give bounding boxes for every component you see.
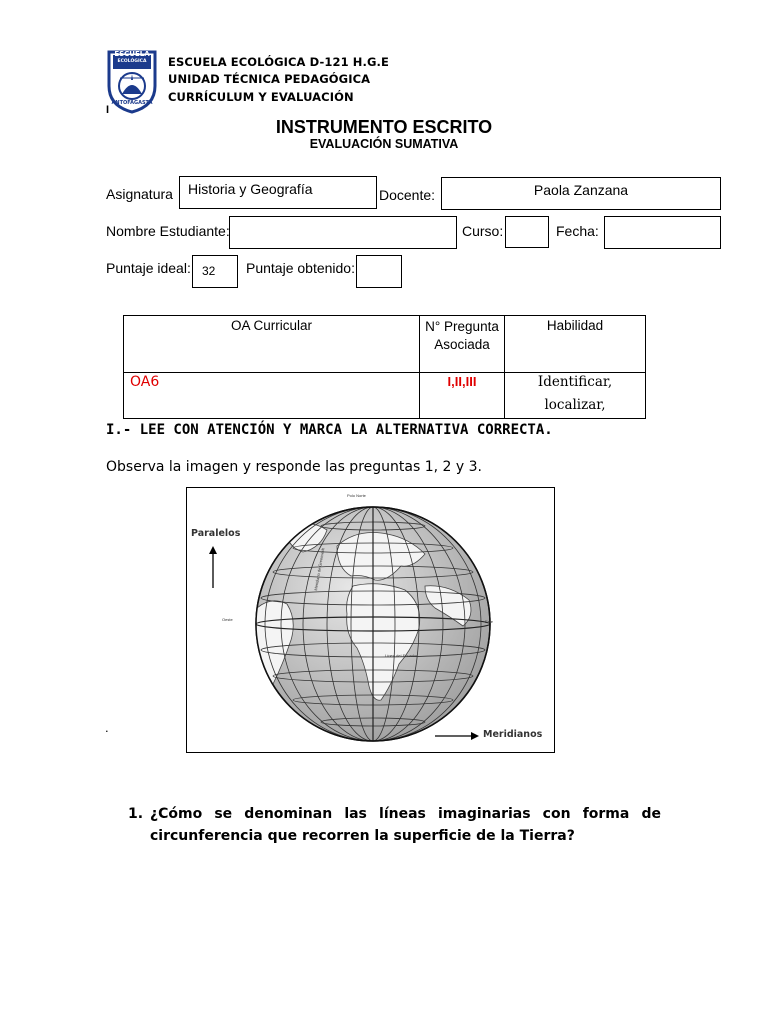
puntaje-obtenido-field[interactable]: [356, 255, 402, 288]
docente-value: Paola Zanzana: [533, 182, 629, 198]
curso-label: Curso:: [462, 223, 504, 239]
cell-habilidad-line1: Identificar,: [537, 374, 613, 390]
label-meridianos: Meridianos: [483, 729, 543, 740]
estudiante-label: Nombre Estudiante:: [106, 223, 230, 239]
label-paralelos: Paralelos: [191, 528, 241, 539]
docente-label: Docente:: [379, 187, 436, 203]
section-title: I.- LEE CON ATENCIÓN Y MARCA LA ALTERNATIVA CORRECTA.: [106, 422, 553, 438]
header-oa-curricular: OA Curricular: [230, 318, 313, 333]
header-pregunta-asociada: N° Pregunta Asociada: [425, 319, 499, 352]
asignatura-value: Historia y Geografía: [188, 181, 313, 197]
asignatura-field[interactable]: [179, 176, 377, 209]
table-divider: [124, 372, 645, 373]
question-text-line2: circunferencia que recorren la superficie de la Tierra?: [150, 828, 575, 844]
question-text-line1: ¿Cómo se denominan las líneas imaginarias con forma de: [150, 806, 661, 822]
globe-illustration: [187, 488, 554, 752]
cell-habilidad-line2: localizar,: [544, 397, 606, 413]
puntaje-ideal-value: 32: [202, 264, 216, 278]
stray-dot: .: [105, 720, 109, 735]
logo-text-mid: ECOLÓGICA: [117, 59, 147, 64]
puntaje-ideal-field[interactable]: [192, 255, 238, 288]
logo-text-bottom: ANTOFAGASTA: [111, 100, 153, 106]
page-subtitle: EVALUACIÓN SUMATIVA: [309, 137, 459, 151]
school-name: ESCUELA ECOLÓGICA D-121 H.G.E: [168, 55, 389, 69]
label-polo-norte: Polo Norte: [347, 493, 366, 498]
instruction-text: Observa la imagen y responde las preguntas 1, 2 y 3.: [106, 459, 482, 475]
stray-mark: I: [106, 104, 110, 116]
asignatura-label: Asignatura: [106, 186, 173, 202]
cell-oa-value: OA6: [130, 374, 160, 390]
puntaje-ideal-label: Puntaje ideal:: [106, 260, 191, 276]
label-oeste: Oeste: [222, 617, 233, 622]
estudiante-field[interactable]: [229, 216, 457, 249]
curriculum-name: CURRÍCULUM Y EVALUACIÓN: [168, 90, 354, 104]
logo-text-top: ESCUELA: [114, 50, 150, 58]
table-divider: [419, 316, 420, 418]
cell-preguntas-value: I,II,III: [447, 374, 477, 389]
unit-name: UNIDAD TÉCNICA PEDAGÓGICA: [168, 72, 371, 86]
puntaje-obtenido-label: Puntaje obtenido:: [246, 260, 355, 276]
fecha-field[interactable]: [604, 216, 721, 249]
curso-field[interactable]: [505, 216, 549, 248]
globe-figure: [186, 487, 555, 753]
oa-table: [123, 315, 646, 419]
label-este: Este: [485, 619, 494, 624]
header-habilidad: Habilidad: [546, 318, 604, 333]
fecha-label: Fecha:: [556, 223, 599, 239]
label-meridiano-greenwich: Meridiano de Greenwich: [313, 547, 326, 591]
page-title: INSTRUMENTO ESCRITO: [275, 117, 493, 137]
question-number: 1.: [128, 806, 144, 822]
docente-field[interactable]: [441, 177, 721, 210]
label-ecuador: Línea del Ecuador: [385, 653, 418, 658]
